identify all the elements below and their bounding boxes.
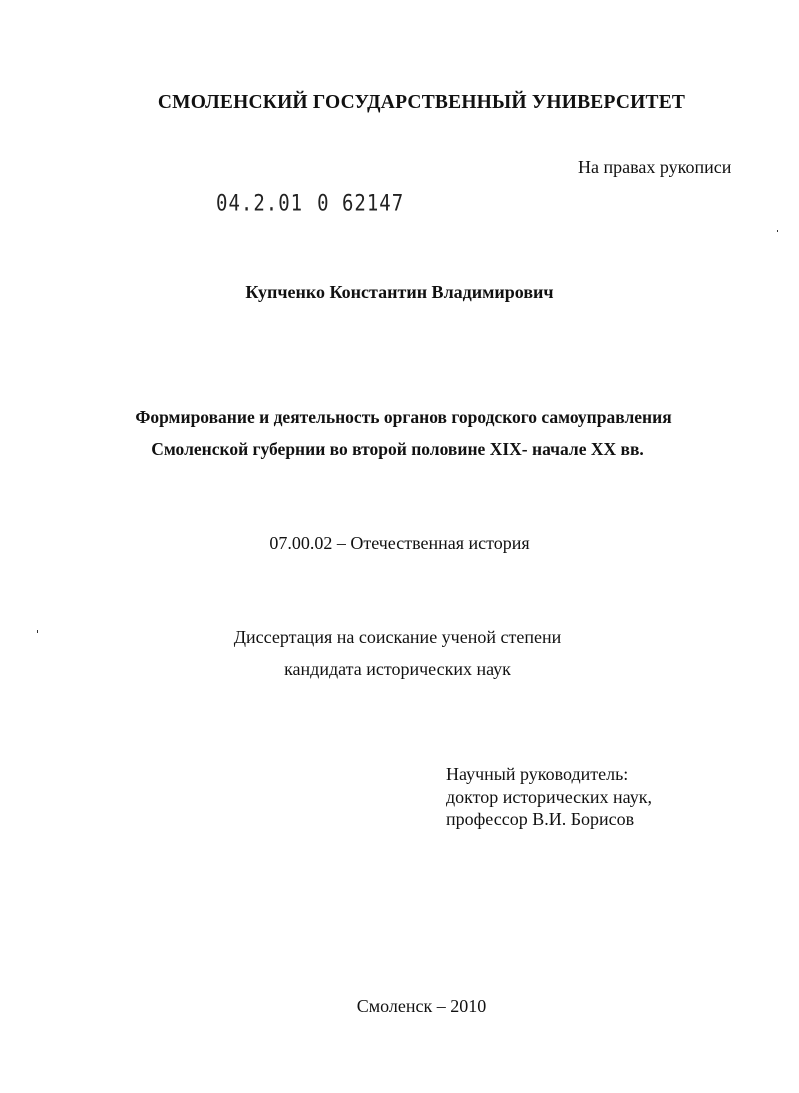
- dissertation-title-line2: Смоленской губернии во второй половине XIX- начале XX вв.: [151, 439, 644, 459]
- supervisor-label: Научный руководитель:: [446, 764, 629, 784]
- supervisor-degree: доктор исторических наук,: [446, 787, 652, 807]
- city-year: Смоленск – 2010: [356, 996, 487, 1016]
- degree-line2: кандидата исторических наук: [284, 659, 511, 679]
- inventory-number-part2: 0 62147: [317, 191, 405, 217]
- scan-speck: [37, 630, 38, 633]
- scan-speck: [777, 230, 778, 232]
- dissertation-title-line1: Формирование и деятельность органов городского самоуправления: [135, 407, 672, 427]
- manuscript-note: На правах рукописи: [578, 157, 732, 177]
- inventory-stamp: [216, 191, 404, 216]
- inventory-number-part1: 04.2.01: [216, 191, 304, 217]
- degree-line1: Диссертация на соискание ученой степени: [233, 627, 562, 647]
- supervisor-name: профессор В.И. Борисов: [446, 809, 635, 829]
- university-name: СМОЛЕНСКИЙ ГОСУДАРСТВЕННЫЙ УНИВЕРСИТЕТ: [157, 92, 686, 113]
- speciality-code: 07.00.02 – Отечественная история: [269, 533, 530, 553]
- author-name: Купченко Константин Владимирович: [245, 282, 554, 302]
